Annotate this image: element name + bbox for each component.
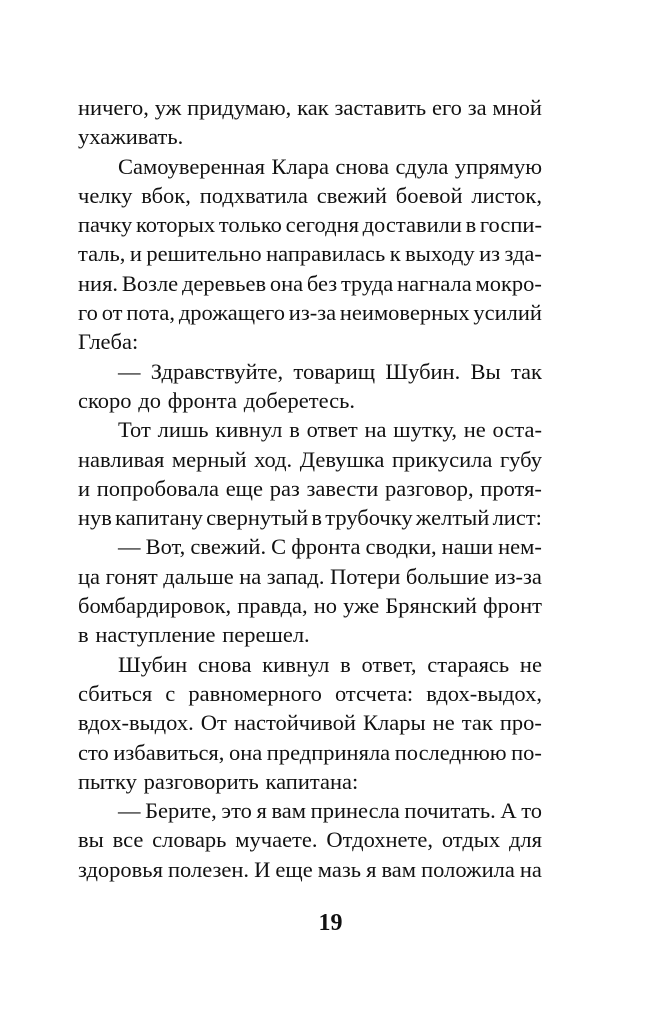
text-line: вы все словарь мучаете. Отдохнете, отдых для [78, 827, 542, 853]
text-line: Шубин снова кивнул в ответ, стараясь не [118, 651, 542, 677]
page-number: 19 [318, 910, 343, 936]
text-line: Самоуверенная Клара снова сдула упрямую [118, 153, 542, 179]
text-line: ца гонят дальше на запад. Потери большие из-за [78, 563, 542, 589]
text-line: здоровья полезен. И еще мазь я вам положила на [78, 856, 542, 882]
text-line: Тот лишь кивнул в ответ на шутку, не оста- [118, 417, 542, 443]
text-line: и попробовала еще раз завести разговор, протя- [78, 475, 542, 501]
text-line: ухаживать. [78, 124, 184, 150]
text-line: навливая мерный ход. Девушка прикусила губу [78, 446, 542, 472]
text-line: ния. Возле деревьев она без труда нагнала мокро- [78, 270, 542, 296]
text-line: пытку разговорить капитана: [78, 768, 359, 794]
text-line: бомбардировок, правда, но уже Брянский фронт [78, 593, 542, 619]
text-line: таль, и решительно направилась к выходу из зда- [78, 241, 542, 267]
text-line: челку вбок, подхватила свежий боевой листок, [78, 182, 542, 208]
text-line: сто избавиться, она предприняла последнюю по- [78, 739, 542, 765]
text-line: скоро до фронта доберетесь. [78, 387, 356, 413]
text-line: нув капитану свернутый в трубочку желтый лист: [78, 505, 542, 531]
text-line: Глеба: [78, 329, 139, 355]
text-line: — Вот, свежий. С фронта сводки, наши нем- [118, 534, 542, 560]
text-line: — Здравствуйте, товарищ Шубин. Вы так [118, 358, 542, 384]
text-line: сбиться с равномерного отсчета: вдох-выдох, [78, 680, 542, 706]
text-line: пачку которых только сегодня доставили в госпи- [78, 212, 542, 238]
text-line: вдох-выдох. От настойчивой Клары не так про- [78, 710, 542, 736]
page-body [78, 93, 542, 884]
text-line: в наступление перешел. [78, 622, 310, 648]
text-line: ничего, уж придумаю, как заставить его за мной [78, 95, 542, 120]
text-line: го от пота, дрожащего из-за неимоверных усилий [78, 300, 542, 326]
text-line: — Берите, это я вам принесла почитать. А то [118, 798, 542, 824]
